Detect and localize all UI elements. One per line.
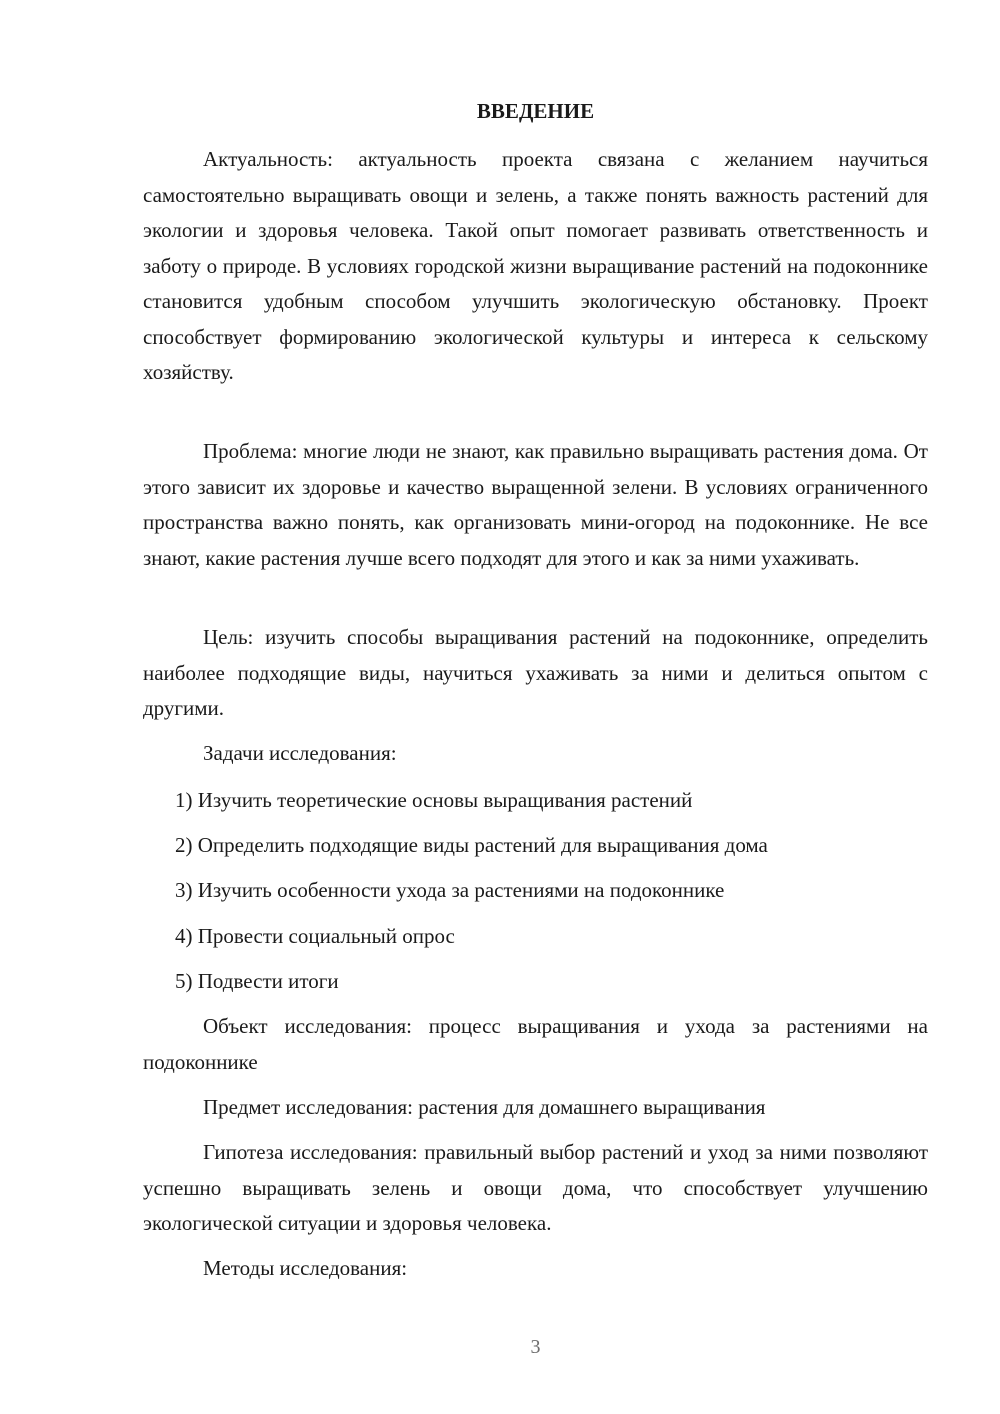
task-item: 4) Провести социальный опрос <box>175 924 455 948</box>
task-item: 1) Изучить теоретические основы выращивания растений <box>175 788 693 812</box>
paragraph-object: Объект исследования: процесс выращивания и ухода за растениями на подоконнике <box>143 1014 928 1074</box>
task-item: 2) Определить подходящие виды растений для выращивания дома <box>175 833 768 857</box>
paragraph-subject: Предмет исследования: растения для домашнего выращивания <box>203 1095 766 1119</box>
task-item: 3) Изучить особенности ухода за растениями на подоконнике <box>175 878 725 902</box>
page-number: 3 <box>530 1336 541 1358</box>
document-page <box>143 0 928 1414</box>
paragraph-relevance: Актуальность: актуальность проекта связана с желанием научиться самостоятельно выращивать овощи и зелень, а также понять важность растений для экологии и здоровья человека. Такой опыт помогает развивать ответственность и заботу о природе. В условиях городской жизни выращивание растений на подоконнике становится удобным способом улучшить экологическую обстановку. Проект способствует формированию экологической культуры и интереса к сельскому хозяйству. <box>143 147 928 384</box>
page-title: ВВЕДЕНИЕ <box>476 99 595 123</box>
paragraph-problem: Проблема: многие люди не знают, как правильно выращивать растения дома. От этого зависит их здоровье и качество выращенной зелени. В условиях ограниченного пространства важно понять, как организовать мини-огород на подоконнике. Не все знают, какие растения лучше всего подходят для этого и как за ними ухаживать. <box>143 439 928 570</box>
methods-heading: Методы исследования: <box>203 1256 408 1280</box>
paragraph-hypothesis: Гипотеза исследования: правильный выбор растений и уход за ними позволяют успешно выращивать зелень и овощи дома, что способствует улучшению экологической ситуации и здоровья человека. <box>143 1140 928 1235</box>
task-item: 5) Подвести итоги <box>175 969 339 993</box>
paragraph-goal: Цель: изучить способы выращивания растений на подоконнике, определить наиболее подходящие виды, научиться ухаживать за ними и делиться опытом с другими. <box>143 625 928 720</box>
tasks-heading: Задачи исследования: <box>203 741 397 765</box>
